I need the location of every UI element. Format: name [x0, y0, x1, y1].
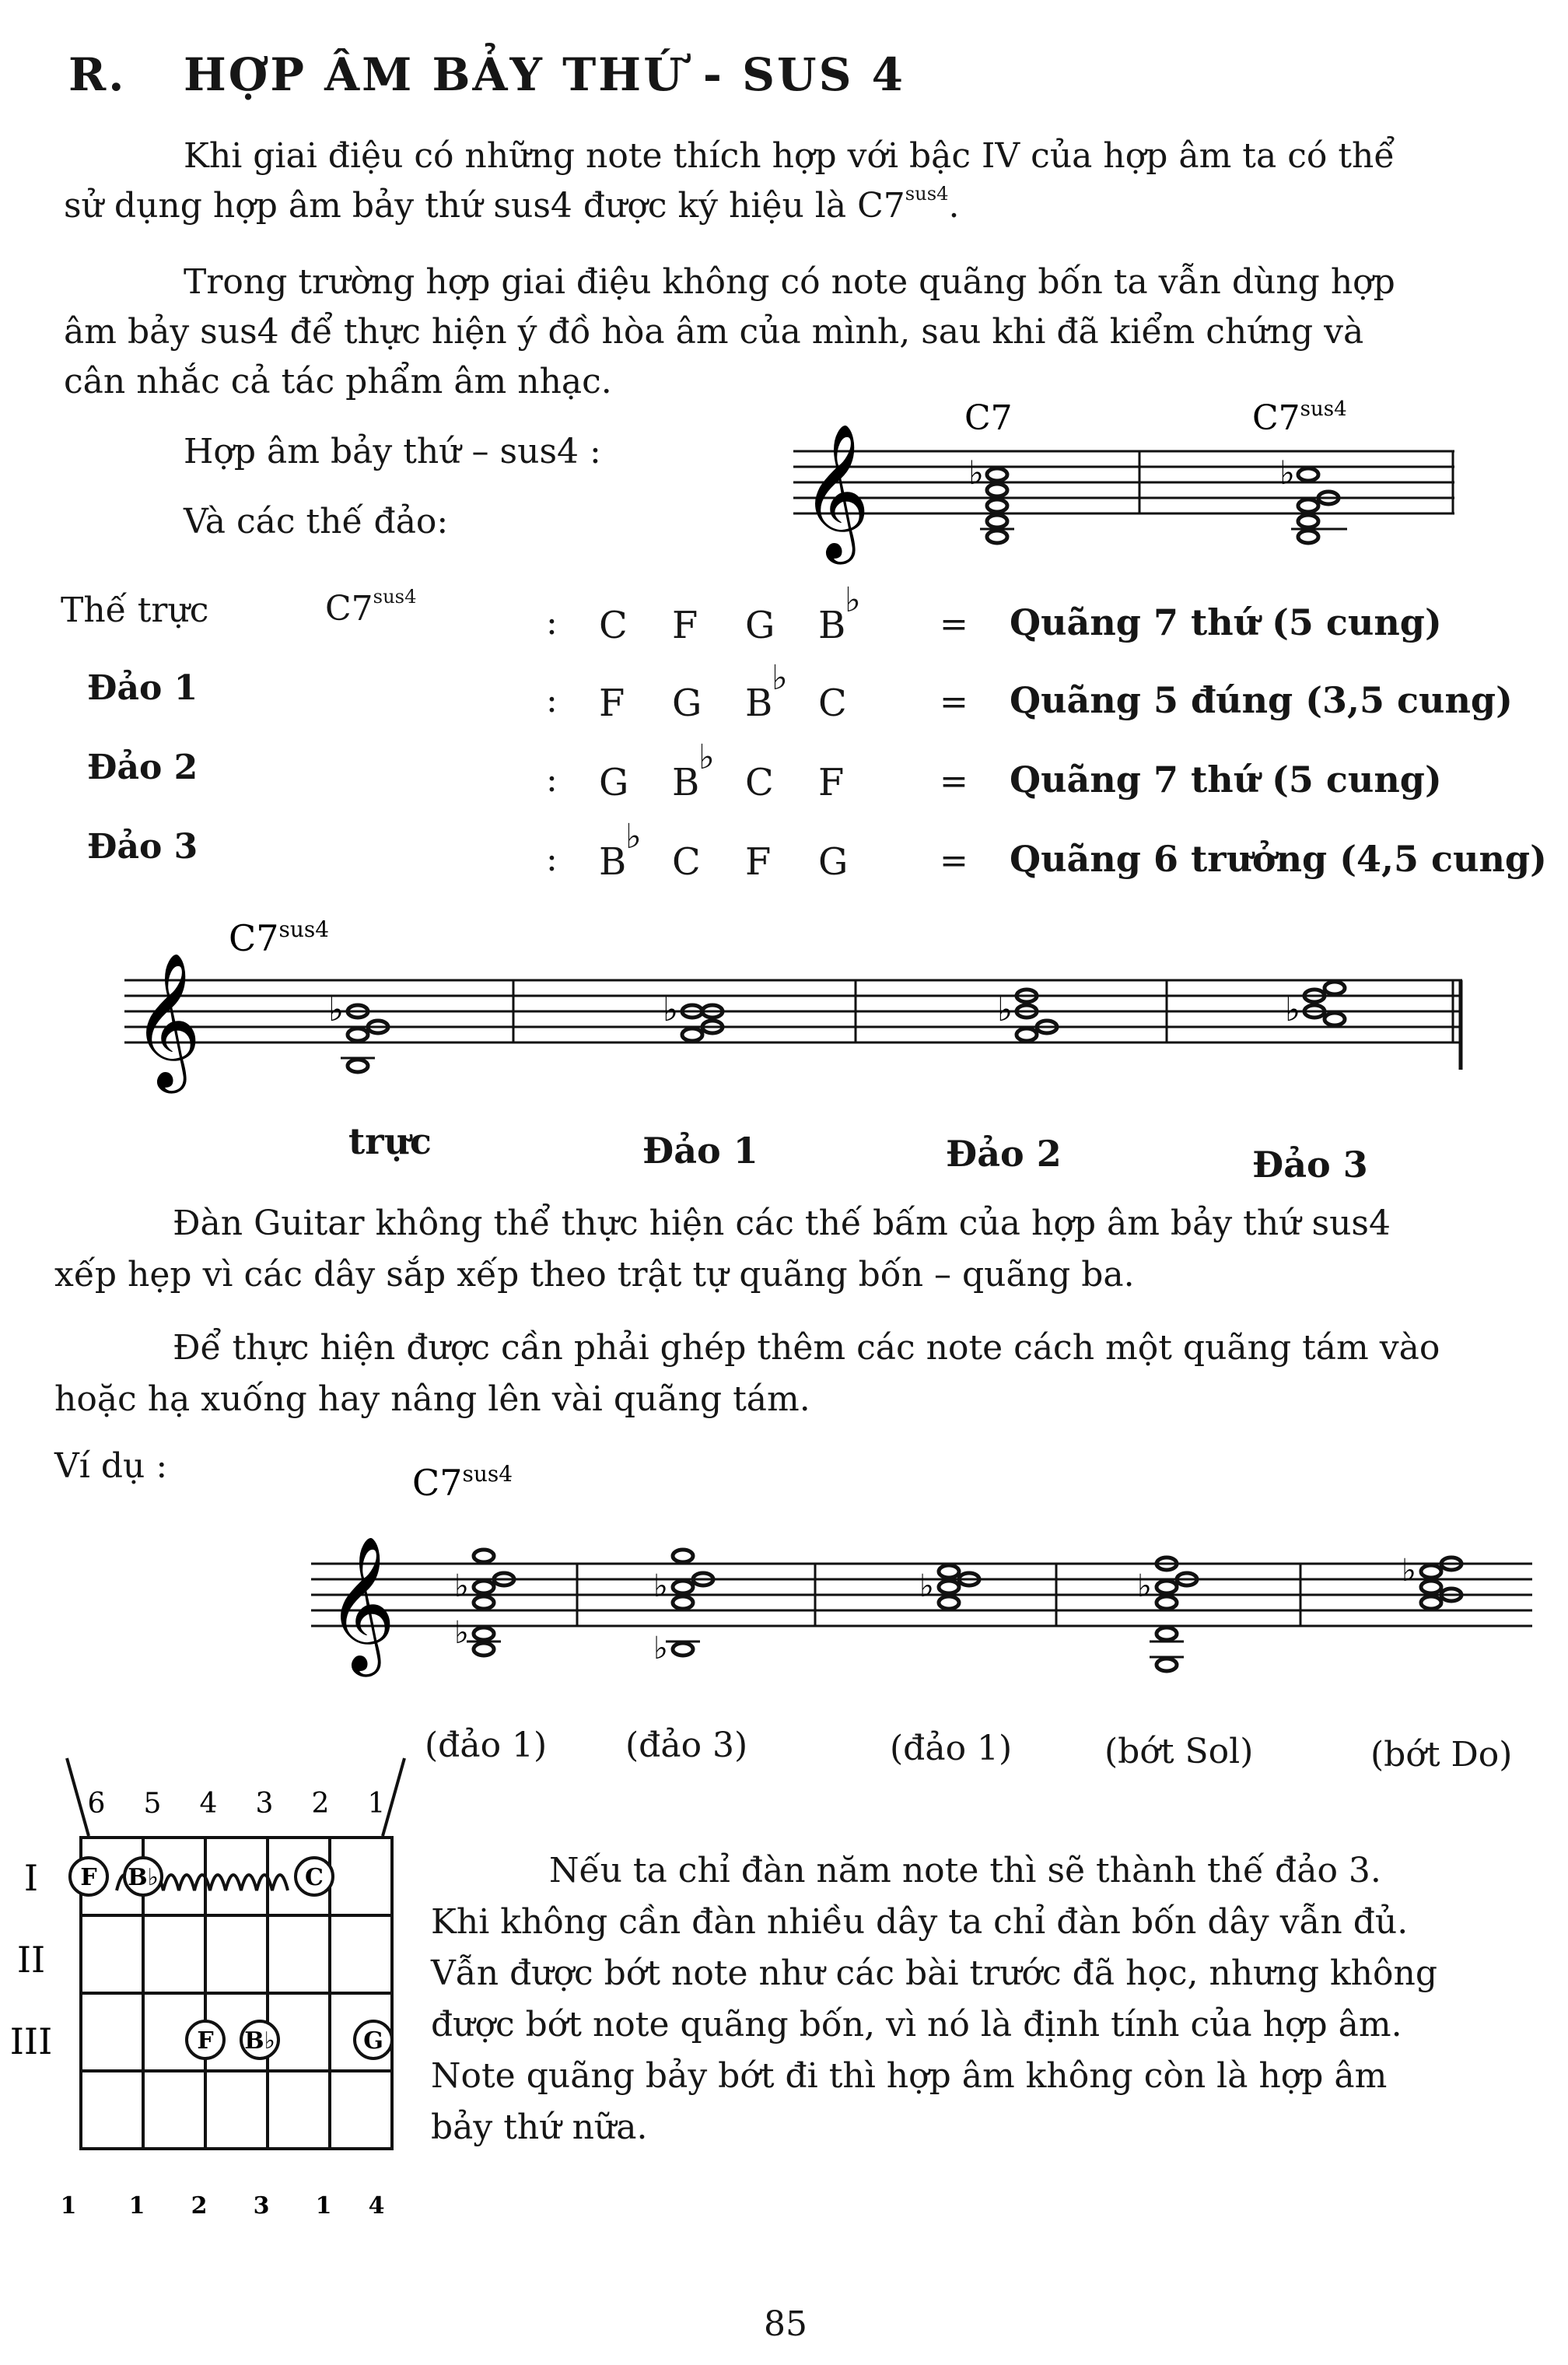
inversion-note: G [599, 761, 629, 804]
closing-line-2: Khi không cần đàn nhiều dây ta chỉ đàn bốn dây vẫn đủ. [431, 1902, 1409, 1942]
flat-sign-icon: ♭ [1402, 1553, 1416, 1589]
flat-sign-icon: ♭ [653, 1631, 668, 1666]
inversion-interval: Quãng 7 thứ (5 cung) [1010, 601, 1442, 643]
flat-sign-icon: ♭ [1137, 1568, 1152, 1604]
flat-sign-icon: ♭ [845, 580, 861, 620]
flat-sign-icon: ♭ [328, 990, 344, 1028]
flat-sign-icon: ♭ [1285, 990, 1300, 1028]
flat-sign-icon: ♭ [454, 1568, 469, 1604]
voicing-label-5: (bớt Do) [1370, 1735, 1513, 1775]
staff2-chord: $C7^{sus4}$ [229, 916, 330, 959]
treble-clef-icon: 𝄞 [132, 952, 201, 1088]
flat-sign-icon: ♭ [653, 1568, 668, 1604]
inversion-equals: = [940, 841, 968, 881]
string-number: 6 [87, 1788, 106, 1820]
flat-sign-icon: ♭ [919, 1568, 934, 1604]
inversion-label-root: trực [348, 1120, 432, 1162]
inversion-row-label: Đảo 2 [87, 748, 198, 787]
inversion-row-label: Đảo 3 [87, 827, 198, 867]
inversion-label-3: Đảo 3 [1252, 1144, 1368, 1186]
inversion-note: B [818, 604, 846, 647]
section-title: HỢP ÂM BẢY THỨ - SUS 4 [184, 48, 906, 101]
flat-sign-icon: ♭ [663, 990, 678, 1028]
inversion-note: C [745, 761, 774, 804]
inversions-line: Và các thế đảo: [184, 502, 449, 541]
voicing-label-1: (đảo 1) [425, 1726, 548, 1765]
dot-note: B♭ [244, 2027, 275, 2055]
inversion-interval: Quãng 6 trưởng (4,5 cung) [1010, 838, 1547, 880]
inversion-note: B [599, 840, 627, 884]
closing-line-3: Vẫn được bớt note như các bài trước đã học, nhưng không [431, 1953, 1438, 1993]
finger-number: 1 [315, 2192, 332, 2220]
staff-c7-vs-c7sus4 [793, 389, 1478, 568]
staff1-chord-a: C7 [964, 398, 1013, 438]
flat-sign-icon: ♭ [625, 817, 642, 857]
paragraph-4-line-2: hoặc hạ xuống hay nâng lên vài quãng tám. [54, 1379, 810, 1419]
finger-number: 1 [60, 2192, 77, 2220]
paragraph-2-line-3: cân nhắc cả tác phẩm âm nhạc. [64, 362, 612, 401]
paragraph-2-line-1: Trong trường hợp giai điệu không có note quãng bốn ta vẫn dùng hợp [184, 262, 1395, 302]
inversion-chord-name: $C7^{sus4}$ [325, 586, 417, 629]
inversion-note: B [672, 761, 700, 804]
paragraph-1-line-2: sử dụng hợp âm bảy thứ sus4 được ký hiệu là $C7^{sus4}$. [64, 183, 960, 226]
dot-note: F [197, 2027, 214, 2055]
inversion-note: G [672, 681, 702, 725]
string-number: 1 [367, 1788, 386, 1820]
paragraph-3-line-1: Đàn Guitar không thể thực hiện các thế bấm của hợp âm bảy thứ sus4 [173, 1204, 1391, 1243]
inversion-interval: Quãng 7 thứ (5 cung) [1010, 759, 1442, 801]
voicing-label-3: (đảo 1) [890, 1729, 1013, 1768]
inversion-note: G [745, 604, 775, 647]
inversion-equals: = [940, 604, 968, 644]
string-number: 2 [311, 1788, 330, 1820]
fret-label: II [16, 1939, 46, 1981]
string-number: 5 [143, 1788, 162, 1820]
voicing-label-2: (đảo 3) [625, 1726, 748, 1765]
inversion-note: C [599, 604, 628, 647]
inversion-note: F [745, 840, 772, 884]
closing-line-4: được bớt note quãng bốn, vì nó là định tính của hợp âm. [431, 2005, 1402, 2044]
inversion-row-label: Đảo 1 [87, 668, 198, 708]
treble-clef-icon: 𝄞 [327, 1536, 396, 1671]
voicing-label-4: (bớt Sol) [1104, 1732, 1254, 1771]
inversion-note: F [818, 761, 845, 804]
inversion-note: C [672, 840, 701, 884]
staff-guitar-voicings [311, 1447, 1540, 1719]
paragraph-3-line-2: xếp hẹp vì các dây sắp xếp theo trật tự quãng bốn – quãng ba. [54, 1255, 1135, 1295]
inversion-colon: : [546, 681, 558, 720]
flat-sign-icon: ♭ [698, 738, 715, 777]
paragraph-4-line-1: Để thực hiện được cần phải ghép thêm các note cách một quãng tám vào [173, 1328, 1440, 1368]
dot-note: C [305, 1864, 324, 1891]
inversion-label-1: Đảo 1 [642, 1130, 758, 1172]
inversion-note: C [818, 681, 847, 725]
fretboard-diagram [9, 1750, 420, 2233]
finger-number: 1 [128, 2192, 145, 2220]
dot-note: B♭ [128, 1864, 159, 1891]
dot-note: G [363, 2027, 383, 2055]
inversion-row-label: Thế trực [61, 590, 209, 630]
finger-number: 2 [191, 2192, 208, 2220]
inversion-note: B [745, 681, 773, 725]
inversion-colon: : [546, 760, 558, 800]
finger-number: 4 [368, 2192, 385, 2220]
inversion-note: F [672, 604, 698, 647]
fret-label: I [23, 1857, 39, 1899]
example-label: Ví dụ : [54, 1446, 168, 1486]
finger-number: 3 [253, 2192, 270, 2220]
string-number: 4 [199, 1788, 218, 1820]
inversion-colon: : [546, 839, 558, 879]
paragraph-1-line-1: Khi giai điệu có những note thích hợp với bậc IV của hợp âm ta có thể [184, 136, 1395, 176]
staff1-chord-b: $C7^{sus4}$ [1252, 398, 1347, 438]
paragraph-2-line-2: âm bảy sus4 để thực hiện ý đồ hòa âm của mình, sau khi đã kiểm chứng và [64, 312, 1364, 352]
inversion-equals: = [940, 682, 968, 722]
staff-c7sus4-inversions [124, 910, 1478, 1097]
flat-sign-icon: ♭ [968, 454, 984, 492]
page-number: 85 [764, 2304, 807, 2344]
inversion-note: G [818, 840, 849, 884]
flat-sign-icon: ♭ [1279, 454, 1295, 492]
chord-line: Hợp âm bảy thứ – sus4 : [184, 432, 601, 471]
treble-clef-icon: 𝄞 [801, 423, 870, 559]
inversion-colon: : [546, 603, 558, 643]
section-letter: R. [68, 48, 127, 101]
flat-sign-icon: ♭ [454, 1615, 469, 1651]
flat-sign-icon: ♭ [772, 658, 788, 698]
inversion-equals: = [940, 762, 968, 801]
inversion-label-2: Đảo 2 [946, 1133, 1062, 1175]
closing-line-5: Note quãng bảy bớt đi thì hợp âm không còn là hợp âm [431, 2056, 1388, 2096]
inversion-note: F [599, 681, 625, 725]
flat-sign-icon: ♭ [997, 990, 1013, 1028]
inversion-interval: Quãng 5 đúng (3,5 cung) [1010, 679, 1513, 721]
closing-line-1: Nếu ta chỉ đàn năm note thì sẽ thành thế đảo 3. [549, 1851, 1381, 1890]
fret-label: III [9, 2020, 53, 2062]
closing-line-6: bảy thứ nữa. [431, 2107, 648, 2147]
string-number: 3 [255, 1788, 274, 1820]
dot-note: F [80, 1864, 97, 1891]
staff3-chord: $C7^{sus4}$ [412, 1461, 513, 1504]
